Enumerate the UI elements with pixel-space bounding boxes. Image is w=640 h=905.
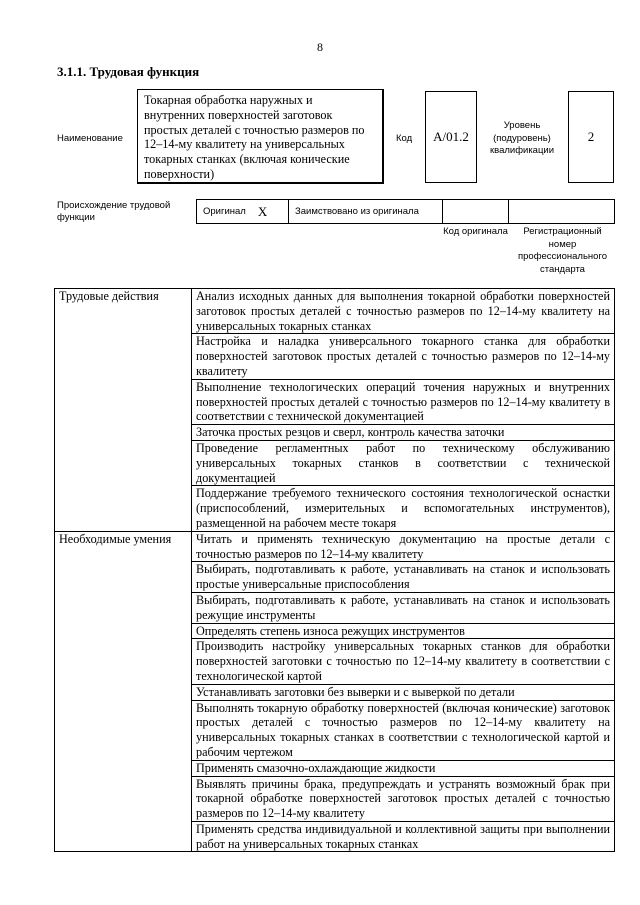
- reg-number-label: Регистрационный номер профессионального стандарта: [518, 226, 607, 275]
- page-number: 8: [317, 40, 323, 54]
- table-cell: Определять степень износа режущих инструментов: [192, 623, 615, 639]
- table-cell: Анализ исходных данных для выполнения токарной обработки поверхностей заготовок простых деталей с точностью размеров по 12–14-му квалитету на универсальных токарных станках: [192, 289, 615, 334]
- code-value: А/01.2: [425, 91, 477, 183]
- table-cell: Выявлять причины брака, предупреждать и устранять возможный брак при токарной обработке поверхностей заготовок простых деталей с точностью размеров по 12–14-му квалитету: [192, 776, 615, 821]
- borrowed-label: Заимствовано из оригинала: [295, 206, 419, 217]
- table-cell: Настройка и наладка универсального токарного станка для обработки поверхностей заготовок простых деталей с точностью размеров по 12–14-му квалитету: [192, 334, 615, 379]
- origin-code-cell: [442, 199, 509, 224]
- table-cell: Выполнять токарную обработку поверхностей (включая конические) заготовок простых деталей с точностью размеров по 12–14-му квалитету на универсальных токарных станках в соответствии с технологической картой и рабочим чертежом: [192, 700, 615, 760]
- function-details-table: [54, 288, 615, 852]
- table-row: [55, 531, 615, 562]
- table-cell: Выбирать, подготавливать к работе, устанавливать на станок и использовать режущие инструменты: [192, 592, 615, 623]
- function-name-box: Токарная обработка наружных и внутренних поверхностей заготовок простых деталей с точностью размеров по 12–14-му квалитету на универсальных токарных станках (включая конические поверхности): [137, 89, 384, 184]
- origin-label: Происхождение трудовой функции: [57, 200, 171, 223]
- section-title: 3.1.1. Трудовая функция: [57, 64, 200, 79]
- level-label: Уровень (подуровень) квалификации: [489, 120, 555, 156]
- code-original-label: Код оригинала: [443, 226, 508, 237]
- table-cell: Выбирать, подготавливать к работе, устанавливать на станок и использовать простые универсальные приспособления: [192, 562, 615, 593]
- table-cell: Читать и применять техническую документацию на простые детали с точностью размеров по 12–14-му квалитету: [192, 531, 615, 562]
- origin-reg-number-cell: [508, 199, 615, 224]
- name-label: Наименование: [57, 133, 123, 144]
- code-label: Код: [396, 133, 413, 144]
- table-cell: Проведение регламентных работ по техническому обслуживанию универсальных токарных станков в соответствии с технической документацией: [192, 440, 615, 485]
- origin-original-cell: [196, 199, 289, 224]
- level-value: 2: [568, 91, 614, 183]
- section-title-cell: Необходимые умения: [55, 531, 192, 852]
- table-cell: Заточка простых резцов и сверл, контроль качества заточки: [192, 425, 615, 441]
- table-row: [55, 289, 615, 334]
- section-title-cell: Трудовые действия: [55, 289, 192, 532]
- origin-borrowed-cell: [288, 199, 443, 224]
- function-details-body: [55, 289, 615, 852]
- table-cell: Применять средства индивидуальной и коллективной защиты при выполнении работ на универсальных токарных станках: [192, 821, 615, 852]
- original-mark: X: [257, 203, 268, 219]
- original-label: Оригинал: [203, 206, 246, 217]
- table-cell: Поддержание требуемого технического состояния технологической оснастки (приспособлений, измерительных и вспомогательных инструментов), размещенной на рабочем месте токаря: [192, 486, 615, 531]
- table-cell: Применять смазочно-охлаждающие жидкости: [192, 760, 615, 776]
- table-cell: Выполнение технологических операций точения наружных и внутренних поверхностей простых деталей с точностью размеров по 12–14-му квалитету в соответствии с технической документацией: [192, 379, 615, 424]
- table-cell: Производить настройку универсальных токарных станков для обработки поверхностей заготовки с точностью по 12–14-му квалитету в соответствии с технологической картой: [192, 639, 615, 684]
- table-cell: Устанавливать заготовки без выверки и с выверкой по детали: [192, 684, 615, 700]
